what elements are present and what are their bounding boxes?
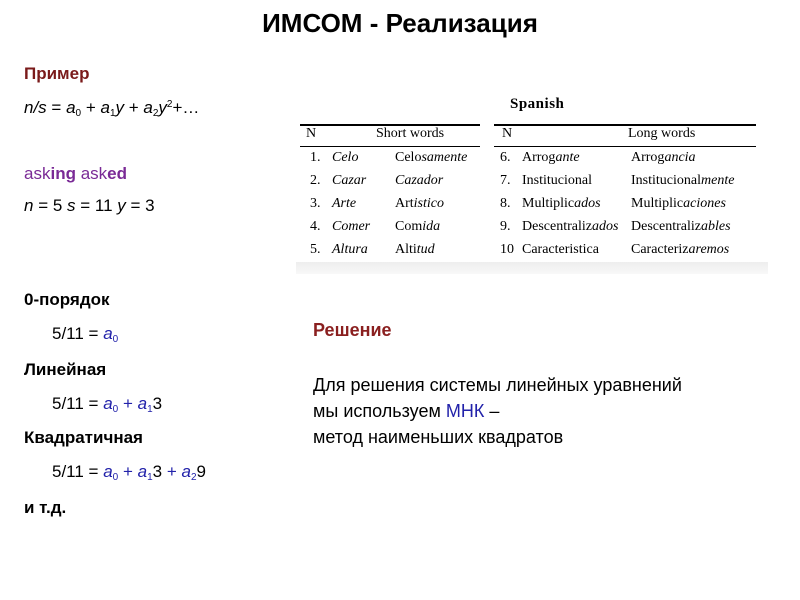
row-num: 5.	[310, 242, 321, 257]
long-suffix: aciones	[683, 196, 726, 211]
long-stem: Institucional	[631, 173, 701, 188]
quadratic-a1: a	[137, 462, 148, 481]
table-cell	[631, 242, 729, 258]
example-words	[24, 164, 127, 184]
table-cell	[631, 219, 731, 235]
quadratic-equation	[52, 462, 206, 483]
table-cell	[332, 242, 368, 258]
row-num: 10	[500, 242, 514, 257]
solution-line-3: метод наименьших квадратов	[313, 427, 564, 447]
table-row	[310, 150, 321, 166]
n-value: = 5	[33, 196, 68, 215]
long-stem: Com	[395, 219, 423, 234]
formula-plus1: +	[81, 98, 101, 117]
linear-tail: 3	[152, 394, 163, 413]
order0-label: 0-порядок	[24, 290, 110, 309]
table-cell	[522, 150, 580, 166]
long-suffix: aremos	[688, 242, 730, 257]
quadratic-label: Квадратичная	[24, 428, 143, 447]
formula-a1-sub: 1	[109, 108, 116, 119]
row-num: 1.	[310, 150, 321, 165]
etc-label: и т.д.	[24, 498, 67, 517]
linear-equation	[52, 394, 162, 415]
example-label: Пример	[24, 64, 90, 83]
formula-a2: a	[143, 98, 153, 117]
long-suffix: ida	[422, 219, 441, 234]
linear-a1: a	[137, 394, 148, 413]
linear-plus: +	[118, 394, 138, 413]
formula-a2-sub: 2	[152, 108, 159, 119]
formula-lhs: n/s	[24, 98, 47, 117]
table-cell	[395, 196, 444, 212]
table-cell	[395, 242, 435, 258]
short-stem: Descentraliz	[522, 219, 592, 234]
quadratic-mid: 3	[152, 462, 163, 481]
solution-text	[313, 372, 682, 450]
table-header-rule-left	[300, 146, 480, 147]
short-word: Arte	[332, 196, 357, 211]
long-suffix: samente	[421, 150, 468, 165]
solution-line-2-pre: мы используем	[313, 401, 446, 421]
table-row	[500, 150, 511, 166]
long-stem: Celo	[395, 150, 422, 165]
word1-stem: ask	[24, 164, 51, 183]
linear-a1-sub: 1	[147, 404, 153, 415]
header-long-words: Long words	[628, 126, 696, 141]
table-cell	[395, 219, 440, 235]
long-suffix: mente	[701, 173, 735, 188]
long-stem: Multiplic	[631, 196, 684, 211]
long-suffix: ables	[700, 219, 731, 234]
quadratic-a0: a	[103, 462, 113, 481]
s-value: = 11	[75, 196, 118, 215]
short-suffix: ados	[574, 196, 601, 211]
short-word: Celo	[332, 150, 359, 165]
formula-a0-sub: 0	[75, 108, 82, 119]
row-num: 2.	[310, 173, 321, 188]
table-cell	[631, 173, 734, 189]
formula-plus2: +	[124, 98, 144, 117]
header-n-right: N	[502, 126, 513, 141]
word2-suffix: ed	[107, 164, 128, 183]
table-row	[500, 242, 514, 258]
table-row	[500, 173, 511, 189]
scan-artifact	[296, 262, 768, 274]
table-title: Spanish	[510, 96, 565, 112]
quadratic-plus2: +	[162, 462, 182, 481]
header-short-words: Short words	[376, 126, 445, 141]
n-label: n	[24, 196, 34, 215]
quadratic-a0-sub: 0	[112, 472, 119, 483]
formula-a0: a	[66, 98, 76, 117]
spanish-table-image	[296, 92, 768, 276]
table-row	[310, 196, 321, 212]
table-cell	[522, 219, 618, 235]
solution-line-2	[313, 398, 682, 424]
long-stem: Alti	[395, 242, 417, 257]
table-cell	[332, 173, 366, 189]
quadratic-a1-sub: 1	[147, 472, 153, 483]
long-stem: Arrog	[631, 150, 665, 165]
word2-stem: ask	[80, 164, 108, 183]
linear-a0-sub: 0	[112, 404, 119, 415]
quadratic-a2: a	[181, 462, 191, 481]
formula-line	[24, 98, 199, 119]
short-suffix: ante	[555, 150, 580, 165]
short-word: Cazar	[332, 173, 367, 188]
formula-y2: y	[158, 98, 167, 117]
short-stem: Arrog	[522, 150, 556, 165]
row-num: 6.	[500, 150, 511, 165]
y-label: y	[117, 196, 126, 215]
header-n-left: N	[306, 126, 317, 141]
table-cell	[631, 150, 696, 166]
table-cell	[395, 173, 443, 189]
long-suffix: tud	[416, 242, 435, 257]
row-num: 8.	[500, 196, 511, 211]
long-stem: Descentraliz	[631, 219, 701, 234]
short-word: Comer	[332, 219, 371, 234]
solution-line-2-post: –	[484, 401, 500, 421]
short-stem: Multiplic	[522, 196, 575, 211]
linear-a0: a	[103, 394, 113, 413]
long-stem: Art	[395, 196, 414, 211]
solution-heading: Решение	[313, 320, 392, 340]
formula-y2-sup: 2	[166, 99, 173, 110]
row-num: 9.	[500, 219, 511, 234]
solution-line-1: Для решения системы линейных уравнений	[313, 375, 682, 395]
table-header-rule-right	[494, 146, 756, 147]
table-cell	[522, 242, 599, 258]
long-stem: Caza	[395, 173, 424, 188]
values-line	[24, 196, 155, 216]
order0-a-sub: 0	[112, 334, 119, 345]
long-suffix: dor	[423, 173, 444, 188]
table-row	[310, 173, 321, 189]
linear-label: Линейная	[24, 360, 107, 379]
word1-suffix: ing	[50, 164, 76, 183]
table-row	[500, 219, 511, 235]
y-value: = 3	[125, 196, 155, 215]
row-num: 7.	[500, 173, 511, 188]
quadratic-a2-sub: 2	[190, 472, 197, 483]
table-cell	[332, 219, 370, 235]
slide-title: ИМСОМ - Реализация	[262, 8, 538, 38]
s-label: s	[67, 196, 76, 215]
formula-y1: y	[115, 98, 124, 117]
short-suffix: ados	[591, 219, 619, 234]
order0-equation	[52, 324, 118, 345]
linear-lhs: 5/11 =	[52, 394, 104, 413]
table-cell	[395, 150, 467, 166]
table-cell	[332, 196, 356, 212]
mnk-abbrev: МНК	[445, 401, 485, 421]
order0-lhs: 5/11 =	[52, 324, 104, 343]
table-cell	[522, 173, 592, 189]
quadratic-tail: 9	[196, 462, 206, 481]
short-word: Altura	[332, 242, 368, 257]
short-stem: Institucional	[522, 173, 592, 188]
long-suffix: istico	[413, 196, 445, 211]
formula-eq: =	[46, 98, 67, 117]
table-cell	[522, 196, 601, 212]
table-row	[500, 196, 511, 212]
short-stem: Caracteristica	[522, 242, 599, 257]
quadratic-plus1: +	[118, 462, 138, 481]
table-cell	[332, 150, 358, 166]
quadratic-lhs: 5/11 =	[52, 462, 104, 481]
long-stem: Caracteriz	[631, 242, 689, 257]
formula-a1: a	[100, 98, 110, 117]
row-num: 4.	[310, 219, 321, 234]
table-row	[310, 242, 321, 258]
table-row	[310, 219, 321, 235]
long-suffix: ancia	[664, 150, 696, 165]
table-top-rule-right	[494, 124, 756, 126]
row-num: 3.	[310, 196, 321, 211]
table-cell	[631, 196, 726, 212]
formula-tail: +…	[172, 98, 200, 117]
order0-a: a	[103, 324, 113, 343]
